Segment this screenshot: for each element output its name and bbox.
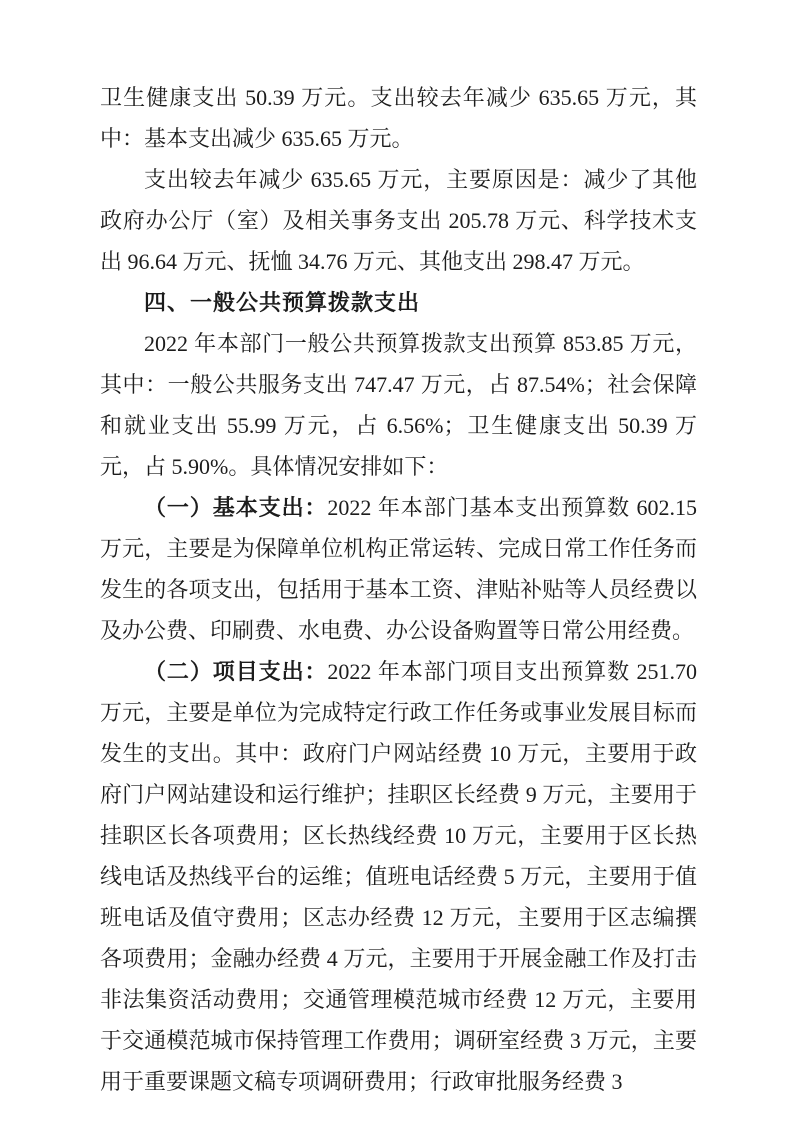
paragraph-lead: （二）项目支出： xyxy=(144,659,328,684)
paragraph: （二）项目支出：2022 年本部门项目支出预算数 251.70 万元，主要是单位为完成特定行政工作任务或事业发展目标而发生的支出。其中：政府门户网站经费 10 万元，主要用于政府门户网站建设和运行维护；挂职区长经费 9 万元，主要用于挂职区长各项费用；区长热线经费 10 万元，主要用于区长热线电话及热线平台的运维；值班电话经费 5 万元，主要用于值班电话及值守费用；区志办经费 12 万元，主要用于区志编撰各项费用；金融办经费 4 万元，主要用于开展金融工作及打击非法集资活动费用；交通管理模范城市经费 12 万元，主要用于交通模范城市保持管理工作费用；调研室经费 3 万元，主要用于重要课题文稿专项调研费用；行政审批服务经费 3 xyxy=(100,659,697,1094)
document-content xyxy=(100,77,697,1102)
paragraph: （一）基本支出：2022 年本部门基本支出预算数 602.15 万元，主要是为保障单位机构正常运转、完成日常工作任务而发生的各项支出，包括用于基本工资、津贴补贴等人员经费以及办公费、印刷费、水电费、办公设备购置等日常公用经费。 xyxy=(100,495,697,643)
paragraph-lead: （一）基本支出： xyxy=(144,495,328,520)
paragraph: 卫生健康支出 50.39 万元。支出较去年减少 635.65 万元，其中：基本支出减少 635.65 万元。 xyxy=(100,85,697,151)
section-heading: 四、一般公共预算拨款支出 xyxy=(144,290,421,315)
paragraph: 2022 年本部门一般公共预算拨款支出预算 853.85 万元，其中：一般公共服务支出 747.47 万元，占 87.54%；社会保障和就业支出 55.99 万元，占 6.56%；卫生健康支出 50.39 万元，占 5.90%。具体情况安排如下： xyxy=(100,331,697,479)
paragraph: 支出较去年减少 635.65 万元，主要原因是：减少了其他政府办公厅（室）及相关事务支出 205.78 万元、科学技术支出 96.64 万元、抚恤 34.76 万元、其他支出 298.47 万元。 xyxy=(100,167,697,274)
